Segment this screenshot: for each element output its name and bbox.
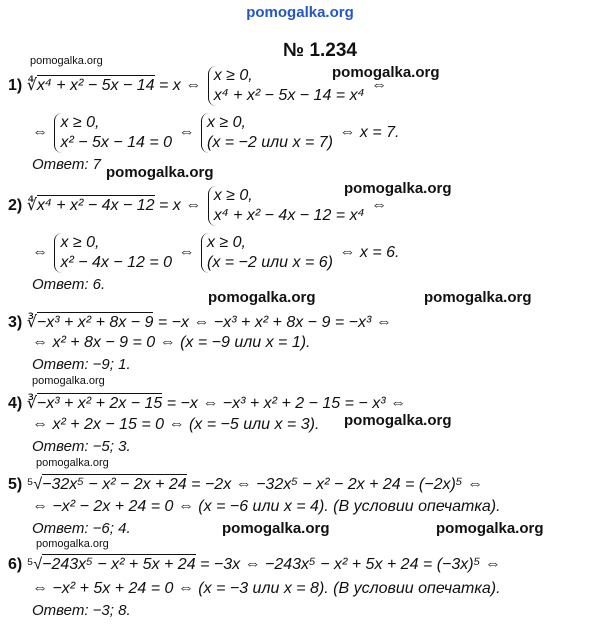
equation-rest: = −x ⇔ −x³ + x² + 2 − 15 = − x³ ⇔ — [166, 395, 406, 412]
site-watermark-top: pomogalka.org — [246, 4, 354, 21]
problem-4-line-1 — [8, 393, 406, 413]
problem-number: 5) — [8, 476, 23, 493]
equation-rest: = −x ⇔ −x³ + x² + 8x − 9 = −x³ ⇔ — [157, 314, 392, 331]
system-row: x ≥ 0, — [60, 114, 100, 131]
system-row: x ≥ 0, — [206, 114, 246, 131]
radicand: −243x⁵ − x² + 5x + 24 — [42, 556, 196, 573]
problem-4-line-2: ⇔ x² + 2x − 15 = 0 ⇔ (x = −5 или x = 3). — [32, 416, 320, 433]
system-row: x⁴ + x² − 5x − 14 = x⁴ — [213, 87, 365, 104]
problem-2-line-2 — [32, 233, 399, 273]
radicand: x⁴ + x² − 4x − 12 — [36, 197, 155, 215]
system-row: x ≥ 0, — [206, 234, 246, 251]
equation-system — [54, 113, 172, 153]
system-row: x² − 4x − 12 = 0 — [60, 254, 173, 271]
equivalence: ⇔ — [32, 244, 48, 262]
watermark: pomogalka.org — [222, 520, 330, 537]
equation-system — [208, 186, 365, 226]
problem-6-line-2: ⇔ −x² + 5x + 24 = 0 ⇔ (x = −3 или x = 8). (В условии опечатка). — [32, 580, 501, 597]
watermark: pomogalka.org — [208, 289, 316, 306]
system-row: x⁴ + x² − 4x − 12 = x⁴ — [213, 207, 365, 224]
system-row: x ≥ 0, — [213, 187, 253, 204]
equation-rest: = −2x ⇔ −32x⁵ − x² − 2x + 24 = (−2x)⁵ ⇔ — [191, 476, 483, 493]
radical-sign: ⁵√ — [26, 556, 43, 573]
problem-number: 3) — [8, 314, 23, 331]
system-row: x ≥ 0, — [60, 234, 100, 251]
problem-1-line-2 — [32, 113, 399, 153]
result: ⇔ x = 7. — [339, 124, 400, 142]
watermark: pomogalka.org — [32, 375, 105, 387]
watermark: pomogalka.org — [436, 520, 544, 537]
watermark: pomogalka.org — [332, 64, 440, 81]
problem-2-line-1 — [8, 186, 387, 226]
problem-6-line-1 — [8, 556, 501, 574]
system-row: x² − 5x − 14 = 0 — [60, 134, 173, 151]
watermark: pomogalka.org — [344, 180, 452, 197]
problem-number: 6) — [8, 556, 23, 573]
problem-number: 1) — [8, 77, 23, 95]
problem-3-line-1 — [8, 312, 392, 332]
system-row: (x = −2 или x = 7) — [206, 134, 333, 151]
problem-5-line-2: ⇔ −x² − 2x + 24 = 0 ⇔ (x = −6 или x = 4). (В условии опечатка). — [32, 498, 501, 515]
radical-sign: ∜ — [26, 197, 37, 215]
problem-3-line-2: ⇔ x² + 8x − 9 = 0 ⇔ (x = −9 или x = 1). — [32, 334, 311, 351]
problem-number: 4) — [8, 395, 23, 412]
answer: Ответ: −5; 3. — [32, 438, 131, 455]
equation-system — [201, 113, 333, 153]
problem-5-line-1 — [8, 476, 483, 494]
equation-rest: = −3x ⇔ −243x⁵ − x² + 5x + 24 = (−3x)⁵ ⇔ — [200, 556, 501, 573]
radicand: −x³ + x² + 2x − 15 — [36, 395, 163, 412]
system-row: x ≥ 0, — [213, 67, 253, 84]
radicand: x⁴ + x² − 5x − 14 — [36, 77, 155, 95]
watermark: pomogalka.org — [106, 164, 214, 181]
problem-number: 2) — [8, 197, 23, 215]
result: ⇔ x = 6. — [339, 244, 400, 262]
watermark: pomogalka.org — [30, 55, 103, 67]
watermark: pomogalka.org — [424, 289, 532, 306]
watermark: pomogalka.org — [36, 457, 109, 469]
answer: Ответ: −9; 1. — [32, 356, 131, 373]
equation-system — [201, 233, 333, 273]
equivalence: ⇔ — [370, 77, 387, 95]
equivalence: ⇔ — [370, 197, 387, 215]
answer: Ответ: −3; 8. — [32, 602, 131, 619]
equation-system — [54, 233, 172, 273]
radical-sign: ∛ — [26, 314, 37, 331]
equivalence: ⇔ — [178, 124, 195, 142]
radical-sign: ∛ — [26, 395, 37, 412]
system-row: (x = −2 или x = 6) — [206, 254, 333, 271]
radical-sign: ∜ — [26, 77, 37, 95]
radical-sign: ⁵√ — [26, 476, 43, 493]
watermark: pomogalka.org — [36, 538, 109, 550]
equivalence: ⇔ — [178, 244, 195, 262]
radicand: −32x⁵ − x² − 2x + 24 — [42, 476, 187, 493]
radicand: −x³ + x² + 8x − 9 — [36, 314, 154, 331]
equation-rhs: = x ⇔ — [159, 77, 202, 95]
watermark: pomogalka.org — [344, 412, 452, 429]
problem-title: № 1.234 — [282, 40, 357, 61]
problem-1-line-1 — [8, 66, 387, 106]
answer: Ответ: 6. — [32, 276, 106, 293]
answer: Ответ: −6; 4. — [32, 520, 131, 537]
equation-rhs: = x ⇔ — [159, 197, 202, 215]
answer: Ответ: 7 — [32, 156, 102, 173]
equivalence: ⇔ — [32, 124, 48, 142]
